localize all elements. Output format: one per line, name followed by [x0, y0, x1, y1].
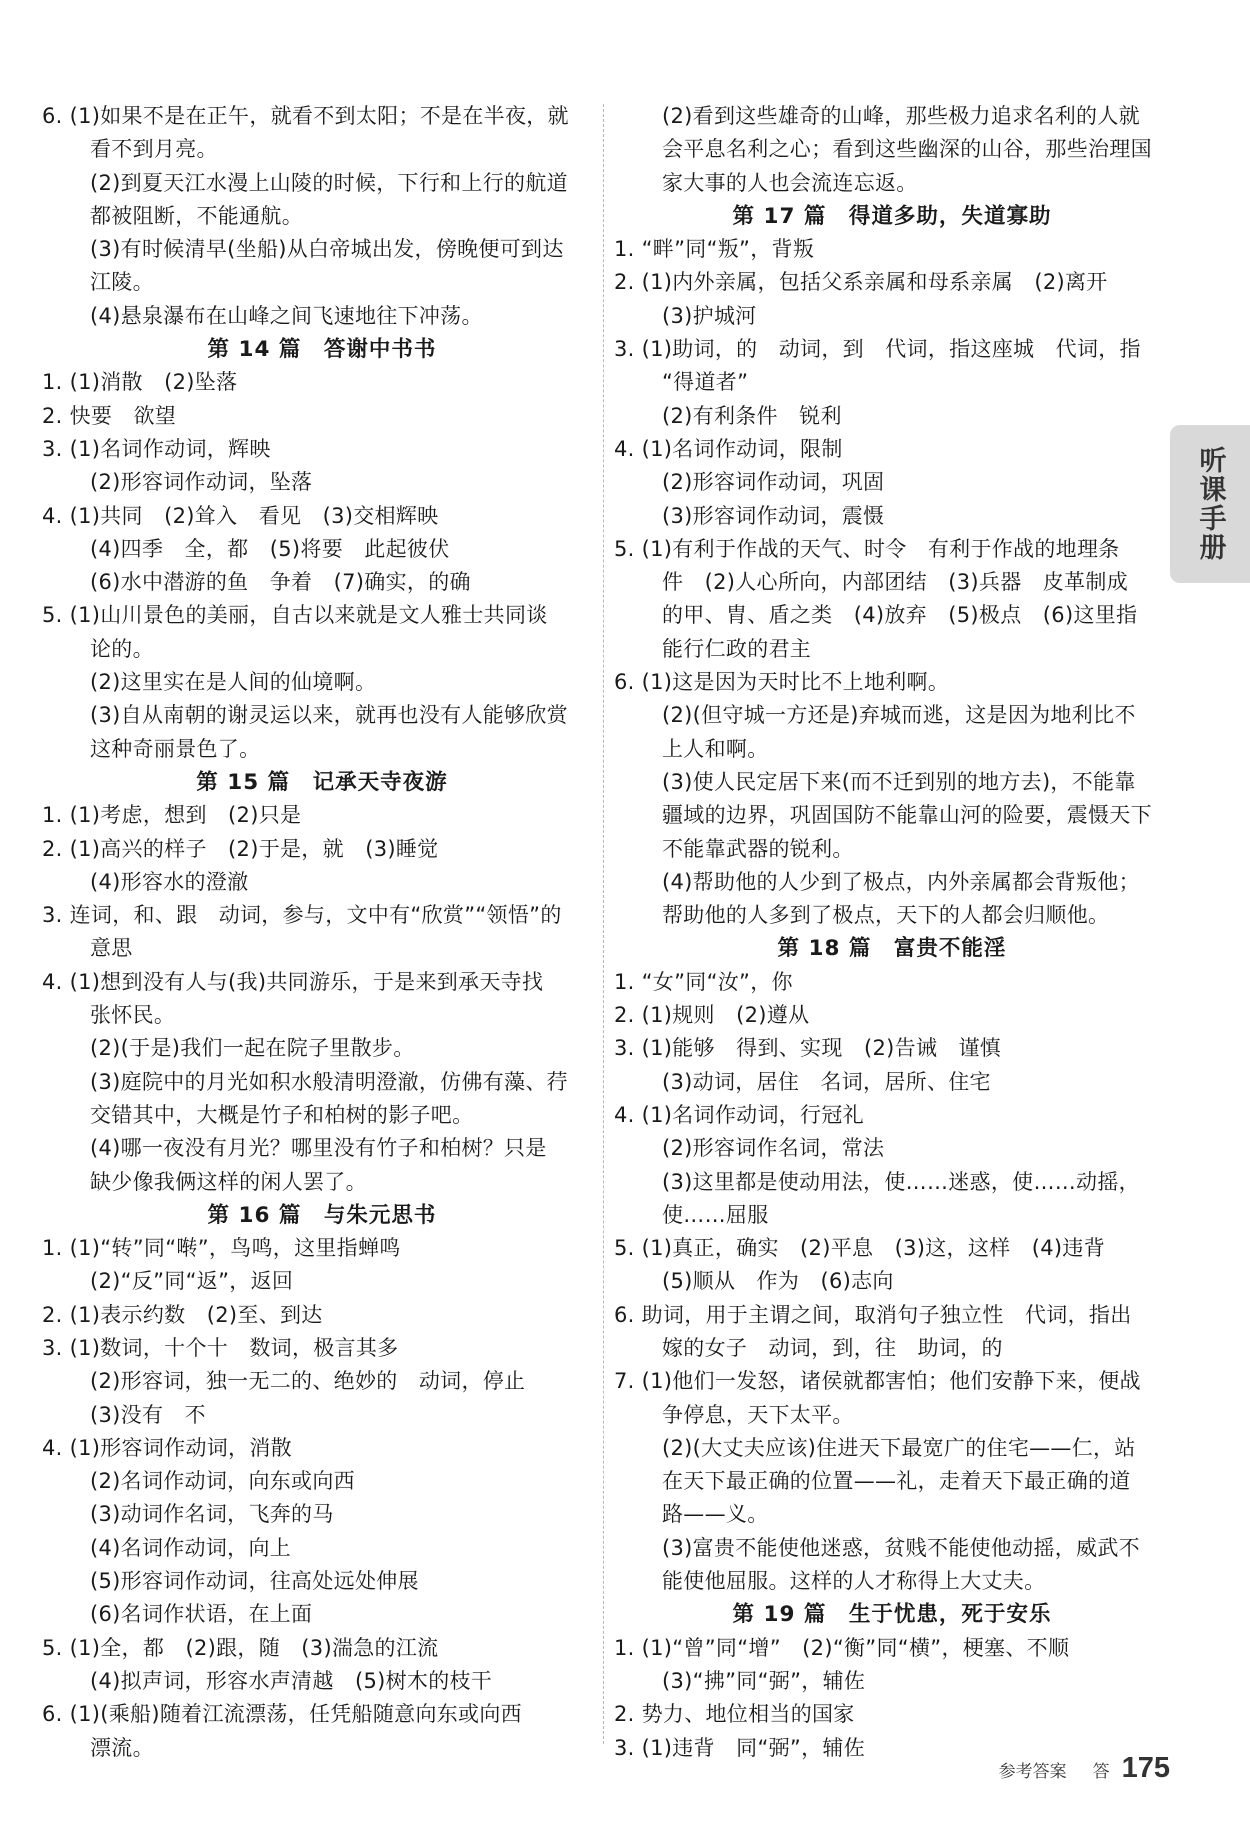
answer-line: 5. (1)真正，确实 (2)平息 (3)这，这样 (4)违背 [614, 1236, 1105, 1261]
answer-line: 5. (1)全，都 (2)跟，随 (3)湍急的江流 [42, 1635, 439, 1660]
answer-line: (6)水中潜游的鱼 争着 (7)确实，的确 [90, 570, 471, 595]
answer-line: 交错其中，大概是竹子和柏树的影子吧。 [90, 1102, 474, 1127]
answer-line: 使……屈服 [662, 1202, 769, 1227]
answer-line: 2. (1)表示约数 (2)至、到达 [42, 1302, 323, 1327]
section-title: 第 17 篇 得道多助，失道寡助 [732, 203, 1052, 229]
answer-line: 能使他屈服。这样的人才称得上大丈夫。 [662, 1569, 1046, 1594]
answer-line: (4)悬泉瀑布在山峰之间飞速地往下冲荡。 [90, 303, 483, 328]
answer-line: 6. (1)如果不是在正午，就看不到太阳；不是在半夜，就 [42, 104, 569, 128]
answer-line: (4)四季 全，都 (5)将要 此起彼伏 [90, 536, 450, 561]
answer-line: 2. 快要 欲望 [42, 403, 177, 428]
answer-line: (3)没有 不 [90, 1402, 206, 1427]
section-title: 第 18 篇 富贵不能淫 [777, 936, 1007, 962]
answer-line: 论的。 [90, 636, 154, 661]
answer-line: 漂流。 [90, 1735, 154, 1760]
answer-line: 3. (1)数词，十个十 数词，极言其多 [42, 1335, 399, 1360]
answer-line: (2)名词作动词，向东或向西 [90, 1469, 355, 1494]
answer-line: 2. (1)规则 (2)遵从 [614, 1003, 810, 1028]
answer-line: (3)形容词作动词，震慑 [662, 503, 885, 528]
answer-line: 3. (1)违背 同“弼”，辅佐 [614, 1735, 866, 1760]
section-title: 第 14 篇 答谢中书书 [207, 337, 437, 363]
answer-line: 在天下最正确的位置——礼，走着天下最正确的道 [662, 1469, 1131, 1494]
answer-line: 3. (1)名词作动词，辉映 [42, 436, 271, 461]
answer-line: (3)动词作名词，飞奔的马 [90, 1502, 334, 1527]
answer-line: (2)“反”同“返”，返回 [90, 1269, 294, 1294]
answer-line: (2)(于是)我们一起在院子里散步。 [90, 1036, 415, 1061]
right-column [614, 100, 1170, 1765]
column-divider [603, 104, 604, 1744]
answer-line: (3)使人民定居下来(而不迁到别的地方去)，不能靠 [662, 769, 1136, 794]
answer-line: (4)哪一夜没有月光？哪里没有竹子和柏树？只是 [90, 1136, 547, 1161]
answer-line: (2)形容词作名词，常法 [662, 1136, 885, 1161]
answer-line: 1. (1)考虑，想到 (2)只是 [42, 803, 302, 828]
answer-line: 4. (1)想到没有人与(我)共同游乐，于是来到承天寺找 [42, 969, 544, 994]
answer-line: 1. “畔”同“叛”，背叛 [614, 237, 815, 262]
answer-line: 3. (1)助词，的 动词，到 代词，指这座城 代词，指 [614, 337, 1141, 362]
answer-line: 1. (1)“转”同“啭”，鸟鸣，这里指蝉鸣 [42, 1236, 401, 1261]
answer-line: 1. (1)消散 (2)坠落 [42, 370, 238, 395]
answer-line: 7. (1)他们一发怒，诸侯就都害怕；他们安静下来，便战 [614, 1369, 1141, 1394]
answer-line: (3)这里都是使动用法，使……迷惑，使……动摇， [662, 1169, 1140, 1194]
answer-line: (5)形容词作动词，往高处远处伸展 [90, 1569, 419, 1594]
answer-line: (2)形容词作动词，巩固 [662, 470, 885, 495]
answer-line: (2)(大丈夫应该)住进天下最宽广的住宅——仁，站 [662, 1435, 1136, 1460]
answer-line: (2)这里实在是人间的仙境啊。 [90, 670, 377, 695]
answer-line: 2. (1)内外亲属，包括父系亲属和母系亲属 (2)离开 [614, 270, 1108, 295]
answer-line: 家大事的人也会流连忘返。 [662, 170, 918, 195]
answer-line: 的甲、胄、盾之类 (4)放弃 (5)极点 (6)这里指 [662, 603, 1138, 628]
section-title: 第 15 篇 记承天寺夜游 [196, 769, 448, 795]
answer-line: (3)动词，居住 名词，居所、住宅 [662, 1069, 991, 1094]
answer-line: 这种奇丽景色了。 [90, 736, 261, 761]
answer-line: 4. (1)名词作动词，限制 [614, 436, 843, 461]
answer-line: 4. (1)名词作动词，行冠礼 [614, 1102, 864, 1127]
page-footer [999, 1752, 1170, 1785]
answer-line: (3)护城河 [662, 303, 757, 328]
section-title: 第 16 篇 与朱元思书 [207, 1202, 437, 1228]
answer-line: 2. 势力、地位相当的国家 [614, 1702, 855, 1727]
answer-line: 5. (1)有利于作战的天气、时令 有利于作战的地理条 [614, 536, 1120, 561]
answer-line: (2)到夏天江水漫上山陵的时候，下行和上行的航道 [90, 170, 568, 195]
answer-line: 张怀民。 [90, 1003, 176, 1028]
answer-line: 1. “女”同“汝”，你 [614, 969, 793, 994]
footer-label: 参考答案 [998, 1762, 1067, 1782]
answer-line: 都被阻断，不能通航。 [90, 203, 303, 228]
answer-line: 会平息名利之心；看到这些幽深的山谷，那些治理国 [662, 137, 1152, 162]
answer-line: 3. 连词，和、跟 动词，参与，文中有“欣赏”“领悟”的 [42, 903, 562, 928]
footer-answer-mark: 答 [1092, 1762, 1110, 1782]
answer-line: (4)拟声词，形容水声清越 (5)树木的枝干 [90, 1668, 493, 1693]
answer-line: 江陵。 [90, 270, 154, 295]
answer-line: (3)自从南朝的谢灵运以来，就再也没有人能够欣赏 [90, 703, 568, 728]
answer-line: 件 (2)人心所向，内部团结 (3)兵器 皮革制成 [662, 570, 1128, 595]
answer-line: 1. (1)“曾”同“增” (2)“衡”同“横”，梗塞、不顺 [614, 1635, 1070, 1660]
answer-line: (5)顺从 作为 (6)志向 [662, 1269, 894, 1294]
answer-line: 6. (1)(乘船)随着江流漂荡，任凭船随意向东或向西 [42, 1702, 522, 1727]
answer-line: 4. (1)共同 (2)耸入 看见 (3)交相辉映 [42, 503, 439, 528]
side-tab[interactable] [1170, 425, 1250, 583]
answer-line: (3)“拂”同“弼”，辅佐 [662, 1668, 866, 1693]
answer-line: (3)有时候清早(坐船)从白帝城出发，傍晚便可到达 [90, 237, 564, 262]
answer-line: (2)看到这些雄奇的山峰，那些极力追求名利的人就 [662, 104, 1140, 128]
answer-line: 意思 [90, 936, 133, 961]
answer-line: 路——义。 [662, 1502, 769, 1527]
page-number: 175 [1121, 1752, 1170, 1784]
answer-line: 帮助他的人多到了极点，天下的人都会归顺他。 [662, 903, 1110, 928]
left-column [42, 100, 602, 1765]
answer-line: 不能靠武器的锐利。 [662, 836, 854, 861]
answer-line: (2)(但守城一方还是)弃城而逃，这是因为地利比不 [662, 703, 1136, 728]
answer-line: 疆域的边界，巩固国防不能靠山河的险要，震慑天下 [662, 803, 1152, 828]
answer-line: (2)有利条件 锐利 [662, 403, 842, 428]
answer-line: (3)富贵不能使他迷惑，贫贱不能使他动摇，威武不 [662, 1535, 1140, 1560]
answer-line: 缺少像我俩这样的闲人罢了。 [90, 1169, 367, 1194]
answer-line: 能行仁政的君主 [662, 636, 812, 661]
side-tab-label: 听课手册 [1194, 446, 1226, 562]
answer-line: (4)名词作动词，向上 [90, 1535, 292, 1560]
answer-line: 嫁的女子 动词，到，往 助词，的 [662, 1335, 1003, 1360]
answer-line: 看不到月亮。 [90, 137, 218, 162]
answer-line: (2)形容词，独一无二的、绝妙的 动词，停止 [90, 1369, 526, 1394]
answer-line: 争停息，天下太平。 [662, 1402, 854, 1427]
answer-line: (2)形容词作动词，坠落 [90, 470, 313, 495]
answer-line: (4)帮助他的人少到了极点，内外亲属都会背叛他； [662, 869, 1140, 894]
answer-line: (4)形容水的澄澈 [90, 869, 249, 894]
answer-line: 上人和啊。 [662, 736, 769, 761]
answer-line: (6)名词作状语，在上面 [90, 1602, 313, 1627]
answer-line: “得道者” [662, 370, 749, 395]
answer-line: 3. (1)能够 得到、实现 (2)告诫 谨慎 [614, 1036, 1002, 1061]
answer-line: (3)庭院中的月光如积水般清明澄澈，仿佛有藻、荇 [90, 1069, 568, 1094]
answer-line: 4. (1)形容词作动词，消散 [42, 1435, 292, 1460]
section-title: 第 19 篇 生于忧患，死于安乐 [732, 1602, 1052, 1628]
answer-line: 6. 助词，用于主谓之间，取消句子独立性 代词，指出 [614, 1302, 1132, 1327]
answer-line: 6. (1)这是因为天时比不上地利啊。 [614, 670, 950, 695]
answer-line: 2. (1)高兴的样子 (2)于是，就 (3)睡觉 [42, 836, 439, 861]
answer-line: 5. (1)山川景色的美丽，自古以来就是文人雅士共同谈 [42, 603, 548, 628]
